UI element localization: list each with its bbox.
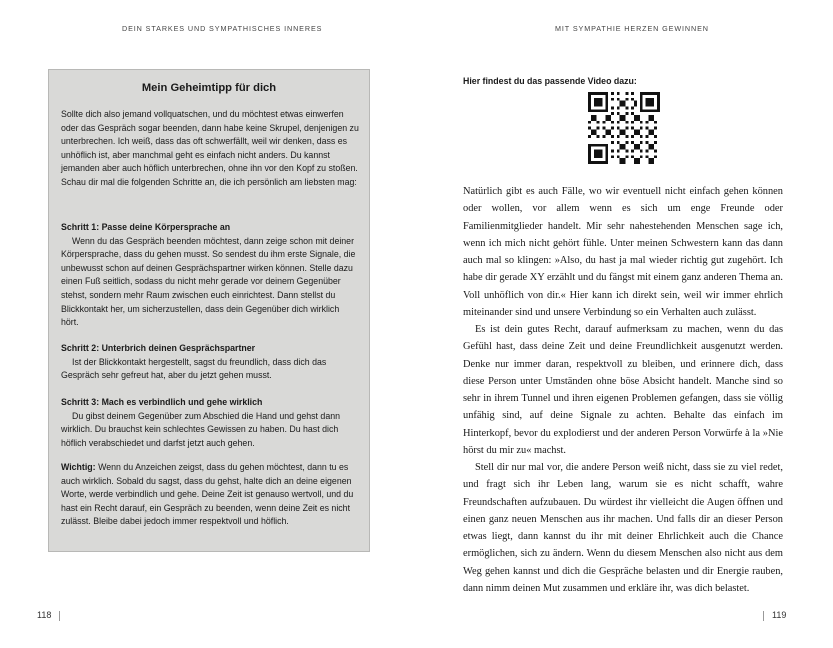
folio-rule-left	[59, 611, 60, 621]
running-head-left: DEIN STARKES UND SYMPATHISCHES INNERES	[122, 24, 323, 33]
running-head-right: MIT SYMPATHIE HERZEN GEWINNEN	[555, 24, 709, 33]
tip-box	[48, 69, 370, 552]
step-2	[61, 342, 359, 383]
step-3-text: Du gibst deinem Gegenüber zum Abschied die Hand und gehst dann wirklich. Du brauchst kein schlechtes Gewissen zu haben. Du hast dich höflich verabschiedet und darfst jetzt auch gehen.	[61, 410, 340, 448]
important-note	[61, 461, 359, 529]
step-3-heading: Schritt 3: Mach es verbindlich und gehe wirklich	[61, 397, 263, 407]
important-text: Wenn du Anzeichen zeigst, dass du gehen möchtest, dann tu es auch wirklich. Sobald du sagst, dass du gehst, halte dich an deine eigenen Worte, werde verbindlich und gehe. Deine Zeit ist genauso wertvoll, und du hast ein Recht darauf, ein Gespräch zu beenden, wenn deine Zeit es nicht zulässt. Bleibe dabei jedoch immer respektvoll und höflich.	[61, 462, 354, 527]
step-3	[61, 396, 359, 450]
folio-rule-right	[763, 611, 764, 621]
page-number-left	[37, 610, 68, 621]
body-paragraph-3: Stell dir nur mal vor, die andere Person weiß nicht, dass sie zu viel redet, und fragt sich ihr Leben lang, warum sie es nicht schafft, wahre Freundschaften aufzubauen. Du würdest ihr vielleicht die Augen öffnen und einen ganz neuen Menschen aus ihr machen. Und falls dir an dieser Person etwas liegt, dann kannst du ihr mit deiner Ehrlichkeit auch die Chance ermöglichen, sich zu ändern. Wenn du diesem Menschen also nicht aus dem Weg gehen kannst und dich die Gespräche belasten und dir Energie rauben, dann nimm deinen Mut zusammen und erkläre ihr, was dich belastet.	[463, 462, 783, 594]
video-label: Hier findest du das passende Video dazu:	[463, 76, 637, 86]
qr-code-icon[interactable]	[588, 92, 660, 164]
page-number-left-value: 118	[37, 610, 52, 620]
body-paragraph-1: Natürlich gibt es auch Fälle, wo wir eventuell nicht einfach gehen können oder wollen, vor allem wenn es sich um enge Freunde oder Familienmitglieder handelt. Mir sehr nahestehenden Menschen sage ich, wenn ich mich nicht gehört fühle. Unter meinen Schwestern kann das dann auch mal so klingen: »Also, du hast ja mal wieder richtig gut zugehört. Ich habe dir gerade XY erzählt und du fängst mit einem ganz anderen Thema an. Voll unhöflich von dir.« Hier kann ich direkt sein, weil wir immer ehrlich miteinander sind und unsere Verbindung so ein Verhalten auch zulässt.	[463, 186, 783, 318]
step-2-text: Ist der Blickkontakt hergestellt, sagst du freundlich, dass dich das Gespräch sehr gefreut hat, aber du jetzt gehen musst.	[61, 356, 327, 381]
step-1-text: Wenn du das Gespräch beenden möchtest, dann zeige schon mit deiner Körpersprache, dass du gehen musst. So sendest du ihm erste Signale, die unbewusst schon auf deinen Gesprächspartner wirken können. Stelle dazu einen Fuß seitlich, sodass du nicht mehr gerade vor deinem Gegenüber stehst, sondern mehr Raum zwischen euch einrichtest. Dann stellst du Blickkontakt her, um sicherzustellen, dass dein Gegenüber dich wirklich hört.	[61, 235, 356, 328]
body-text	[463, 183, 783, 597]
important-label: Wichtig:	[61, 462, 96, 472]
body-paragraph-2: Es ist dein gutes Recht, darauf aufmerksam zu machen, wenn du das Gefühl hast, dass deine Zeit und deine Freundlichkeit ausgenutzt werden. Denke nur immer daran, respektvoll zu bleiben, und erinnere dich, dass diese Person unter Umständen ohne böse Absicht handelt. Manche sind so sehr in ihrem Tunnel und ihren eigenen Problemen gefangen, dass sie völlig unfähig sind, auf deine Signale zu achten. Behalte das einfach im Hinterkopf, bevor du explodierst und der anderen Person Vorwürfe à la »Nie hörst du mir zu« machst.	[463, 324, 783, 456]
tip-intro: Sollte dich also jemand vollquatschen, und du möchtest etwas einwerfen oder das Gespräch sogar beenden, dann habe keine Skrupel, denjenigen zu unterbrechen. Ich weiß, dass das oft schwerfällt, weil wir denken, dass es unhöflich ist, aber manchmal geht es einfach nicht anders. Du kannst jemanden aber auch höflich unterbrechen, ohne ihn vor den Kopf zu stoßen. Schau dir mal die folgenden Schritte an, die ich persönlich am liebsten mag:	[61, 109, 359, 187]
page-number-right-value: 119	[772, 610, 787, 620]
tip-box-title: Mein Geheimtipp für dich	[141, 82, 277, 94]
step-1	[61, 221, 359, 330]
step-1-heading: Schritt 1: Passe deine Körpersprache an	[61, 222, 231, 232]
page-number-right	[755, 610, 786, 621]
step-2-heading: Schritt 2: Unterbrich deinen Gesprächspartner	[61, 343, 256, 353]
